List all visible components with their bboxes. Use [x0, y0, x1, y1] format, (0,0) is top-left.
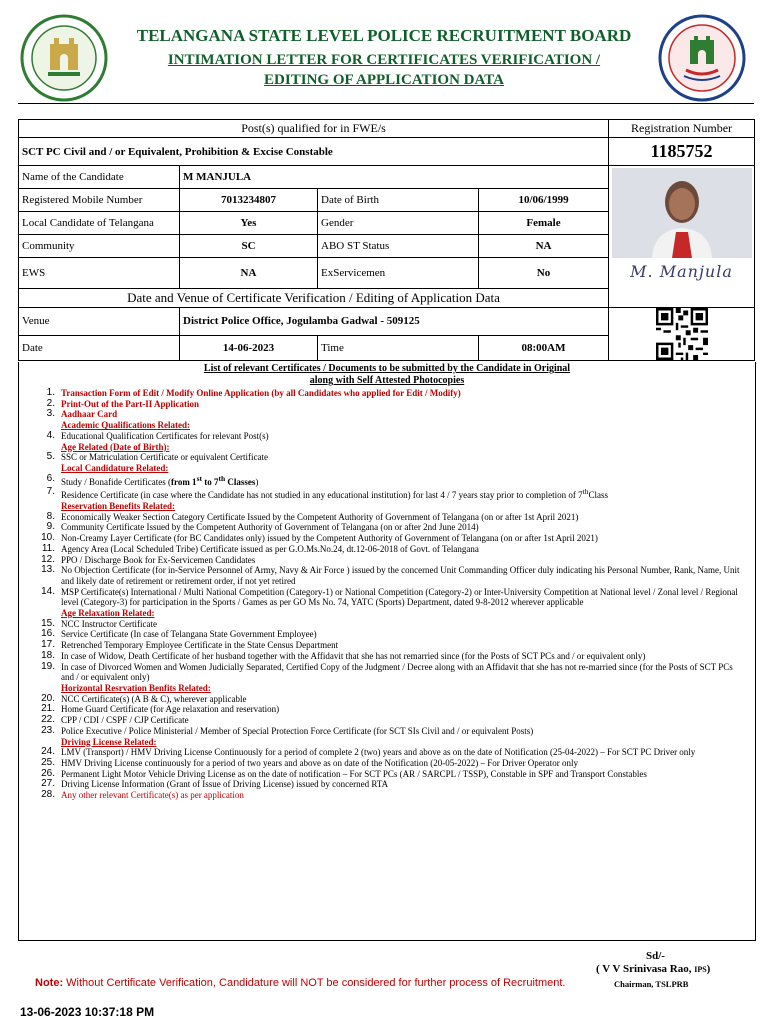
registration-number: 1185752 [609, 138, 755, 166]
print-timestamp: 13-06-2023 10:37:18 PM [20, 1005, 155, 1019]
certificate-list [19, 388, 755, 801]
list-item: 12. PPO / Discharge Book for Ex-Servicemen Candidates [41, 553, 256, 565]
list-item: 8. Economically Weaker Section Category Certificate Issued by the Competent Authority of Government of Telangana (on or after 1st April 2021) [46, 510, 579, 522]
header-rule [18, 103, 754, 104]
list-item: 17. Retrenched Temporary Employee Certificate in the State Census Department [41, 639, 339, 651]
letter-title-line2: EDITING OF APPLICATION DATA [264, 72, 504, 88]
list-item: 23. Police Executive / Police Ministerial / Member of Special Protection Force Certificate (for SCT SIs Civil and / or equivalent Posts) [41, 724, 534, 736]
exservicemen-value: No [479, 258, 609, 289]
list-item: 16. Service Certificate (In case of Telangana State Government Employee) [41, 628, 317, 640]
section-reservation: Reservation Benefits Related: [61, 501, 175, 512]
community-label: Community [19, 235, 180, 258]
mobile-label: Registered Mobile Number [19, 189, 180, 212]
gender-value: Female [479, 212, 609, 235]
section-academic: Academic Qualifications Related: [61, 420, 190, 431]
ews-label: EWS [19, 258, 180, 289]
registration-header: Registration Number [609, 120, 755, 138]
list-item: 25. HMV Driving License continuously for a period of two years and above as on date of the Notification (20-05-2022) – For Driver Operator only [41, 756, 578, 768]
letter-title-line1: INTIMATION LETTER FOR CERTIFICATES VERIFICATION / [167, 52, 601, 68]
section-local: Local Candidature Related: [61, 462, 169, 473]
list-item: 6. Study / Bonafide Certificates (from 1st to 7th Classes) [46, 472, 259, 487]
board-title: TELANGANA STATE LEVEL POLICE RECRUITMENT BOARD [136, 26, 632, 45]
candidate-signature: M. Manjula [630, 262, 733, 281]
section-horizontal: Horizontal Resrvation Benfits Related: [61, 682, 211, 693]
list-item: 22. CPP / CDI / CSPF / CJP Certificate [41, 714, 189, 726]
list-item: 1. Transaction Form of Edit / Modify Online Application (by all Candidates who applied for Edit / Modify) [46, 387, 461, 398]
venue-value: District Police Office, Jogulamba Gadwal - 509125 [180, 308, 609, 336]
chairman-title: Chairman, TSLPRB [614, 979, 689, 989]
list-item: 14. MSP Certificate(s) International / Multi National Competition (Category-1) or National Competition (Category-2) or Inter-University Competition at National level / Zonal level / Regional level (Category-3) for participation in the Sports / Games as per GO Ms No. 74, YATC (Sports) Department, dated 9-8-2012 wherever applicable [41, 585, 738, 608]
list-item: 5. SSC or Matriculation Certificate or equivalent Certificate [46, 451, 268, 463]
photo-cell [609, 166, 755, 308]
list-item: 15. NCC Instructor Certificate [41, 617, 157, 629]
list-item: 3. Aadhaar Card [46, 408, 118, 420]
local-label: Local Candidate of Telangana [19, 212, 180, 235]
list-heading-line2: along with Self Attested Photocopies [309, 375, 465, 386]
qr-code-icon [656, 308, 708, 360]
signatory-name: ( V V Srinivasa Rao, IPS) [596, 963, 711, 975]
list-item: 26. Permanent Light Motor Vehicle Driving License as on the date of notification – For SCT PCs (AR / SARCPL / TSSP), Constable in SPF and Transport Constables [41, 767, 647, 779]
list-item: 7. Residence Certificate (in case where the Candidate has not studied in any educational institution) for last 4 / 7 years stay prior to completion of 7thClass [46, 486, 608, 501]
ews-value: NA [180, 258, 318, 289]
list-item: 27. Driving License Information (Grant of Issue of Driving License) issued by concerned RTA [41, 778, 389, 790]
list-heading-line1: List of relevant Certificates / Documents to be submitted by the Candidate in Original [203, 363, 571, 374]
list-item: 11. Agency Area (Local Scheduled Tribe) Certificate issued as per G.O.Ms.No.24, dt.12-06-2018 of Govt. of Telangana [41, 542, 479, 554]
dob-value: 10/06/1999 [479, 189, 609, 212]
gender-label: Gender [318, 212, 479, 235]
list-item: 10. Non-Creamy Layer Certificate (for BC Candidates only) issued by the Competent Authority of Government of Telangana (on or after 1st April 2021) [41, 532, 598, 544]
list-item: 24. LMV (Transport) / HMV Driving License Continuously for a period of complete 2 (two) years and above as on the date of Notification (25-04-2022) – For SCT PC Driver only [41, 746, 696, 758]
venue-label: Venue [19, 308, 180, 336]
list-item: 18. In case of Widow, Death Certificate of her husband together with the Affidavit that she has not remarried since (for the Posts of SCT PCs and / or equivalent only) [41, 649, 646, 661]
qr-cell [609, 308, 755, 361]
post-value: SCT PC Civil and / or Equivalent, Prohibition & Excise Constable [19, 138, 609, 166]
venue-header: Date and Venue of Certificate Verification / Editing of Application Data [19, 289, 609, 308]
candidate-photo [612, 168, 752, 258]
exservicemen-label: ExServicemen [318, 258, 479, 289]
certificate-list-section [18, 362, 756, 941]
post-header: Post(s) qualified for in FWE/s [19, 120, 609, 138]
sd-mark: Sd/- [646, 950, 665, 962]
section-driving: Driving License Related: [61, 736, 157, 747]
time-label: Time [318, 335, 479, 360]
candidate-info-table [18, 119, 755, 361]
dob-label: Date of Birth [318, 189, 479, 212]
list-item: 19. In case of Divorced Women and Women Judicially Separated, Certified Copy of the Judgment / Decree along with an Affidavit that she has not re-married since (for the Posts of SCT PCs and / or equivalent only) [41, 660, 733, 683]
list-item: 28. Any other relevant Certificate(s) as per application [41, 789, 244, 801]
list-item: 13. No Objection Certificate (for in-Service Personnel of Army, Navy & Air Force ) issued by the concerned Unit Commanding Officer duly indicating his Personal Number, Rank, Name, Unit and likely date of retirement or retirement order, if not yet retired [41, 564, 740, 586]
list-item: 20. NCC Certificate(s) (A B & C), wherever applicable [41, 692, 247, 704]
list-item: 21. Home Guard Certificate (for Age relaxation and reservation) [41, 703, 280, 715]
section-age-relaxation: Age Relaxation Related: [61, 608, 155, 619]
list-item: 4. Educational Qualification Certificates for relevant Post(s) [46, 429, 269, 441]
community-value: SC [180, 235, 318, 258]
name-label: Name of the Candidate [19, 166, 180, 189]
local-value: Yes [180, 212, 318, 235]
list-item: 2. Print-Out of the Part-II Application [46, 397, 199, 409]
name-value: M MANJULA [180, 166, 609, 189]
abo-label: ABO ST Status [318, 235, 479, 258]
abo-value: NA [479, 235, 609, 258]
note: Note: Without Certificate Verification, Candidature will NOT be considered for further process of Recruitment. [35, 977, 566, 989]
date-label: Date [19, 335, 180, 360]
section-age: Age Related (Date of Birth): [61, 441, 170, 452]
list-item: 9. Community Certificate Issued by the Competent Authority of Government of Telangana (on or after 2nd June 2014) [46, 521, 479, 533]
time-value: 08:00AM [479, 335, 609, 360]
mobile-value: 7013234807 [180, 189, 318, 212]
date-value: 14-06-2023 [180, 335, 318, 360]
